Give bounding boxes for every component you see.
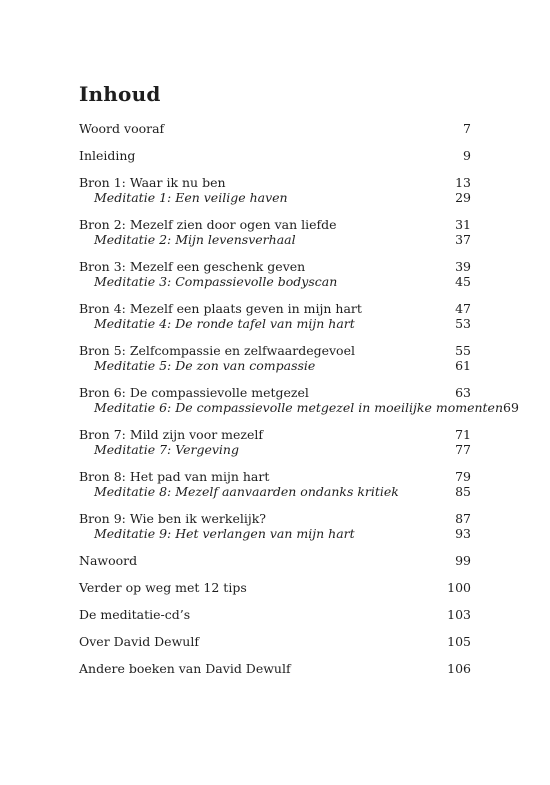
- toc-sublabel: Meditatie 5: De zon van compassie: [94, 358, 316, 373]
- toc-row: [79, 148, 471, 163]
- toc-entry: [79, 385, 519, 415]
- toc-row: [79, 217, 471, 232]
- toc-label: Bron 6: De compassievolle metgezel: [79, 385, 309, 400]
- toc-entry: [79, 511, 471, 541]
- toc-label: Woord vooraf: [79, 121, 165, 136]
- toc-sublabel: Meditatie 3: Compassievolle bodyscan: [94, 274, 338, 289]
- toc-subrow: [79, 526, 471, 541]
- toc-subpage-number: 29: [455, 190, 471, 205]
- toc-subpage-number: 69: [503, 400, 519, 415]
- toc-row: [79, 121, 471, 136]
- page-title: Inhoud: [79, 82, 161, 106]
- toc-sublabel: Meditatie 1: Een veilige haven: [94, 190, 288, 205]
- toc-subrow: [79, 316, 471, 331]
- toc-page-number: 105: [447, 634, 471, 649]
- toc-page-number: 71: [455, 427, 471, 442]
- toc-subrow: [79, 400, 519, 415]
- toc-sublabel: Meditatie 6: De compassievolle metgezel in moeilijke momenten: [94, 400, 503, 415]
- toc-label: De meditatie-cd’s: [79, 607, 191, 622]
- toc-page-number: 7: [463, 121, 471, 136]
- toc-page-number: 79: [455, 469, 471, 484]
- toc-subpage-number: 85: [455, 484, 471, 499]
- toc-subpage-number: 53: [455, 316, 471, 331]
- toc-label: Over David Dewulf: [79, 634, 199, 649]
- toc-sublabel: Meditatie 4: De ronde tafel van mijn hart: [94, 316, 355, 331]
- toc-page-number: 106: [447, 661, 471, 676]
- toc-page-number: 39: [455, 259, 471, 274]
- toc-subrow: [79, 442, 471, 457]
- toc-sublabel: Meditatie 8: Mezelf aanvaarden ondanks kritiek: [94, 484, 399, 499]
- toc-subpage-number: 37: [455, 232, 471, 247]
- toc-row: [79, 469, 471, 484]
- toc-sublabel: Meditatie 9: Het verlangen van mijn hart: [94, 526, 355, 541]
- toc-label: Bron 5: Zelfcompassie en zelfwaardegevoel: [79, 343, 355, 358]
- toc-entry: [79, 343, 471, 373]
- toc-entry: [79, 427, 471, 457]
- toc-entry: [79, 469, 471, 499]
- toc-entry: [79, 553, 471, 568]
- toc-row: [79, 259, 471, 274]
- toc-page-number: 87: [455, 511, 471, 526]
- toc-entry: [79, 607, 471, 622]
- toc-row: [79, 607, 471, 622]
- toc-page-number: 9: [463, 148, 471, 163]
- toc-label: Bron 4: Mezelf een plaats geven in mijn hart: [79, 301, 362, 316]
- toc-subrow: [79, 232, 471, 247]
- toc-entry: [79, 148, 471, 163]
- toc-row: [79, 553, 471, 568]
- toc-label: Bron 9: Wie ben ik werkelijk?: [79, 511, 267, 526]
- toc-row: [79, 580, 471, 595]
- toc-entry: [79, 301, 471, 331]
- toc-page-number: 13: [455, 175, 471, 190]
- toc-entry: [79, 580, 471, 595]
- toc-row: [79, 427, 471, 442]
- toc-entry: [79, 259, 471, 289]
- toc-subrow: [79, 484, 471, 499]
- toc-row: [79, 511, 471, 526]
- toc-subpage-number: 77: [455, 442, 471, 457]
- toc-label: Verder op weg met 12 tips: [79, 580, 247, 595]
- toc-subrow: [79, 274, 471, 289]
- toc-entry: [79, 175, 471, 205]
- toc-label: Andere boeken van David Dewulf: [79, 661, 291, 676]
- toc-label: Bron 7: Mild zijn voor mezelf: [79, 427, 264, 442]
- toc-subrow: [79, 358, 471, 373]
- toc-page-number: 63: [455, 385, 471, 400]
- toc-subrow: [79, 190, 471, 205]
- toc-entry: [79, 121, 471, 136]
- table-of-contents: [79, 121, 519, 688]
- toc-row: [79, 175, 471, 190]
- toc-page-number: 31: [455, 217, 471, 232]
- toc-page-number: 55: [455, 343, 471, 358]
- toc-label: Bron 1: Waar ik nu ben: [79, 175, 226, 190]
- toc-label: Bron 2: Mezelf zien door ogen van liefde: [79, 217, 337, 232]
- toc-page-number: 47: [455, 301, 471, 316]
- toc-subpage-number: 93: [455, 526, 471, 541]
- toc-entry: [79, 217, 471, 247]
- toc-row: [79, 301, 471, 316]
- toc-page-number: 103: [447, 607, 471, 622]
- toc-entry: [79, 661, 471, 676]
- toc-sublabel: Meditatie 2: Mijn levensverhaal: [94, 232, 296, 247]
- toc-row: [79, 634, 471, 649]
- toc-row: [79, 343, 471, 358]
- toc-label: Inleiding: [79, 148, 136, 163]
- toc-page-number: 100: [447, 580, 471, 595]
- toc-label: Bron 8: Het pad van mijn hart: [79, 469, 270, 484]
- toc-row: [79, 385, 471, 400]
- toc-row: [79, 661, 471, 676]
- toc-label: Bron 3: Mezelf een geschenk geven: [79, 259, 306, 274]
- toc-entry: [79, 634, 471, 649]
- toc-sublabel: Meditatie 7: Vergeving: [94, 442, 239, 457]
- toc-label: Nawoord: [79, 553, 138, 568]
- toc-page-number: 99: [455, 553, 471, 568]
- toc-subpage-number: 61: [455, 358, 471, 373]
- toc-subpage-number: 45: [455, 274, 471, 289]
